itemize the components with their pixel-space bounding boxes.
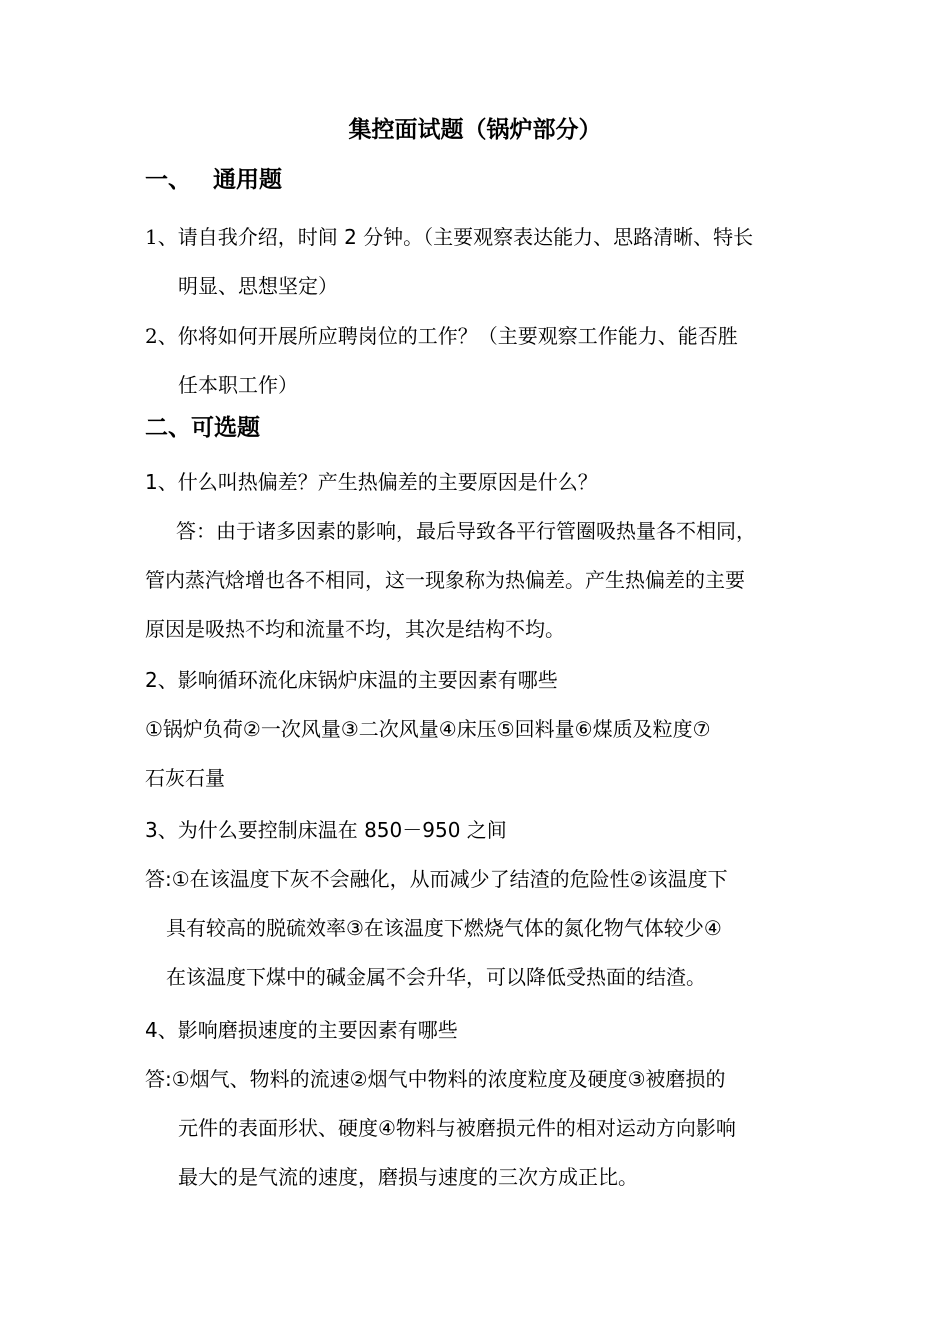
answer-line: 答：由于诸多因素的影响，最后导致各平行管圈吸热量各不相同， xyxy=(176,519,756,543)
answer-line: 答:①烟气、物料的流速②烟气中物料的浓度粒度及硬度③被磨损的 xyxy=(145,1067,726,1091)
text-line xyxy=(145,213,815,262)
question-text: 2、影响循环流化床锅炉床温的主要因素有哪些 xyxy=(145,668,558,692)
section-1-heading xyxy=(145,164,282,196)
question-text: 、请自我介绍，时间 2 分钟。（主要观察表达能力、思路清晰、特长 xyxy=(157,225,754,249)
question-number: 1 xyxy=(145,225,158,249)
optional-question-4 xyxy=(145,1006,815,1202)
text-line: 明显、思想坚定） xyxy=(178,274,338,298)
question-text: 、你将如何开展所应聘岗位的工作？（主要观察工作能力、能否胜 xyxy=(157,324,738,348)
text-line: 任本职工作） xyxy=(178,373,298,397)
text-line xyxy=(145,312,815,361)
optional-question-2 xyxy=(145,656,815,803)
answer-line: 管内蒸汽焓增也各不相同，这一现象称为热偏差。产生热偏差的主要 xyxy=(145,568,745,592)
answer-line: 具有较高的脱硫效率③在该温度下燃烧气体的氮化物气体较少④ xyxy=(166,916,722,940)
section-1-title: 通用题 xyxy=(213,167,282,193)
answer-line: 在该温度下煤中的碱金属不会升华，可以降低受热面的结渣。 xyxy=(166,965,706,989)
question-number: 2 xyxy=(145,324,158,348)
answer-line: ①锅炉负荷②一次风量③二次风量④床压⑤回料量⑥煤质及粒度⑦ xyxy=(145,717,711,741)
question-text: 3、为什么要控制床温在 850－950 之间 xyxy=(145,818,507,842)
answer-line: 最大的是气流的速度，磨损与速度的三次方成正比。 xyxy=(178,1165,638,1189)
answer-line: 石灰石量 xyxy=(145,766,225,790)
question-text: 1、什么叫热偏差？产生热偏差的主要原因是什么？ xyxy=(145,470,598,494)
answer-line: 元件的表面形状、硬度④物料与被磨损元件的相对运动方向影响 xyxy=(178,1116,736,1140)
general-question-2 xyxy=(145,312,815,410)
answer-line: 原因是吸热不均和流量不均，其次是结构不均。 xyxy=(145,617,565,641)
answer-line: 答:①在该温度下灰不会融化，从而减少了结渣的危险性②该温度下 xyxy=(145,867,728,891)
question-text: 4、影响磨损速度的主要因素有哪些 xyxy=(145,1018,458,1042)
section-1-number: 一、 xyxy=(145,167,191,193)
section-2-heading: 二、可选题 xyxy=(145,415,260,441)
general-question-1 xyxy=(145,213,815,311)
document-title: 集控面试题（锅炉部分） xyxy=(348,117,602,143)
optional-question-3 xyxy=(145,806,815,1002)
optional-question-1 xyxy=(145,458,815,654)
